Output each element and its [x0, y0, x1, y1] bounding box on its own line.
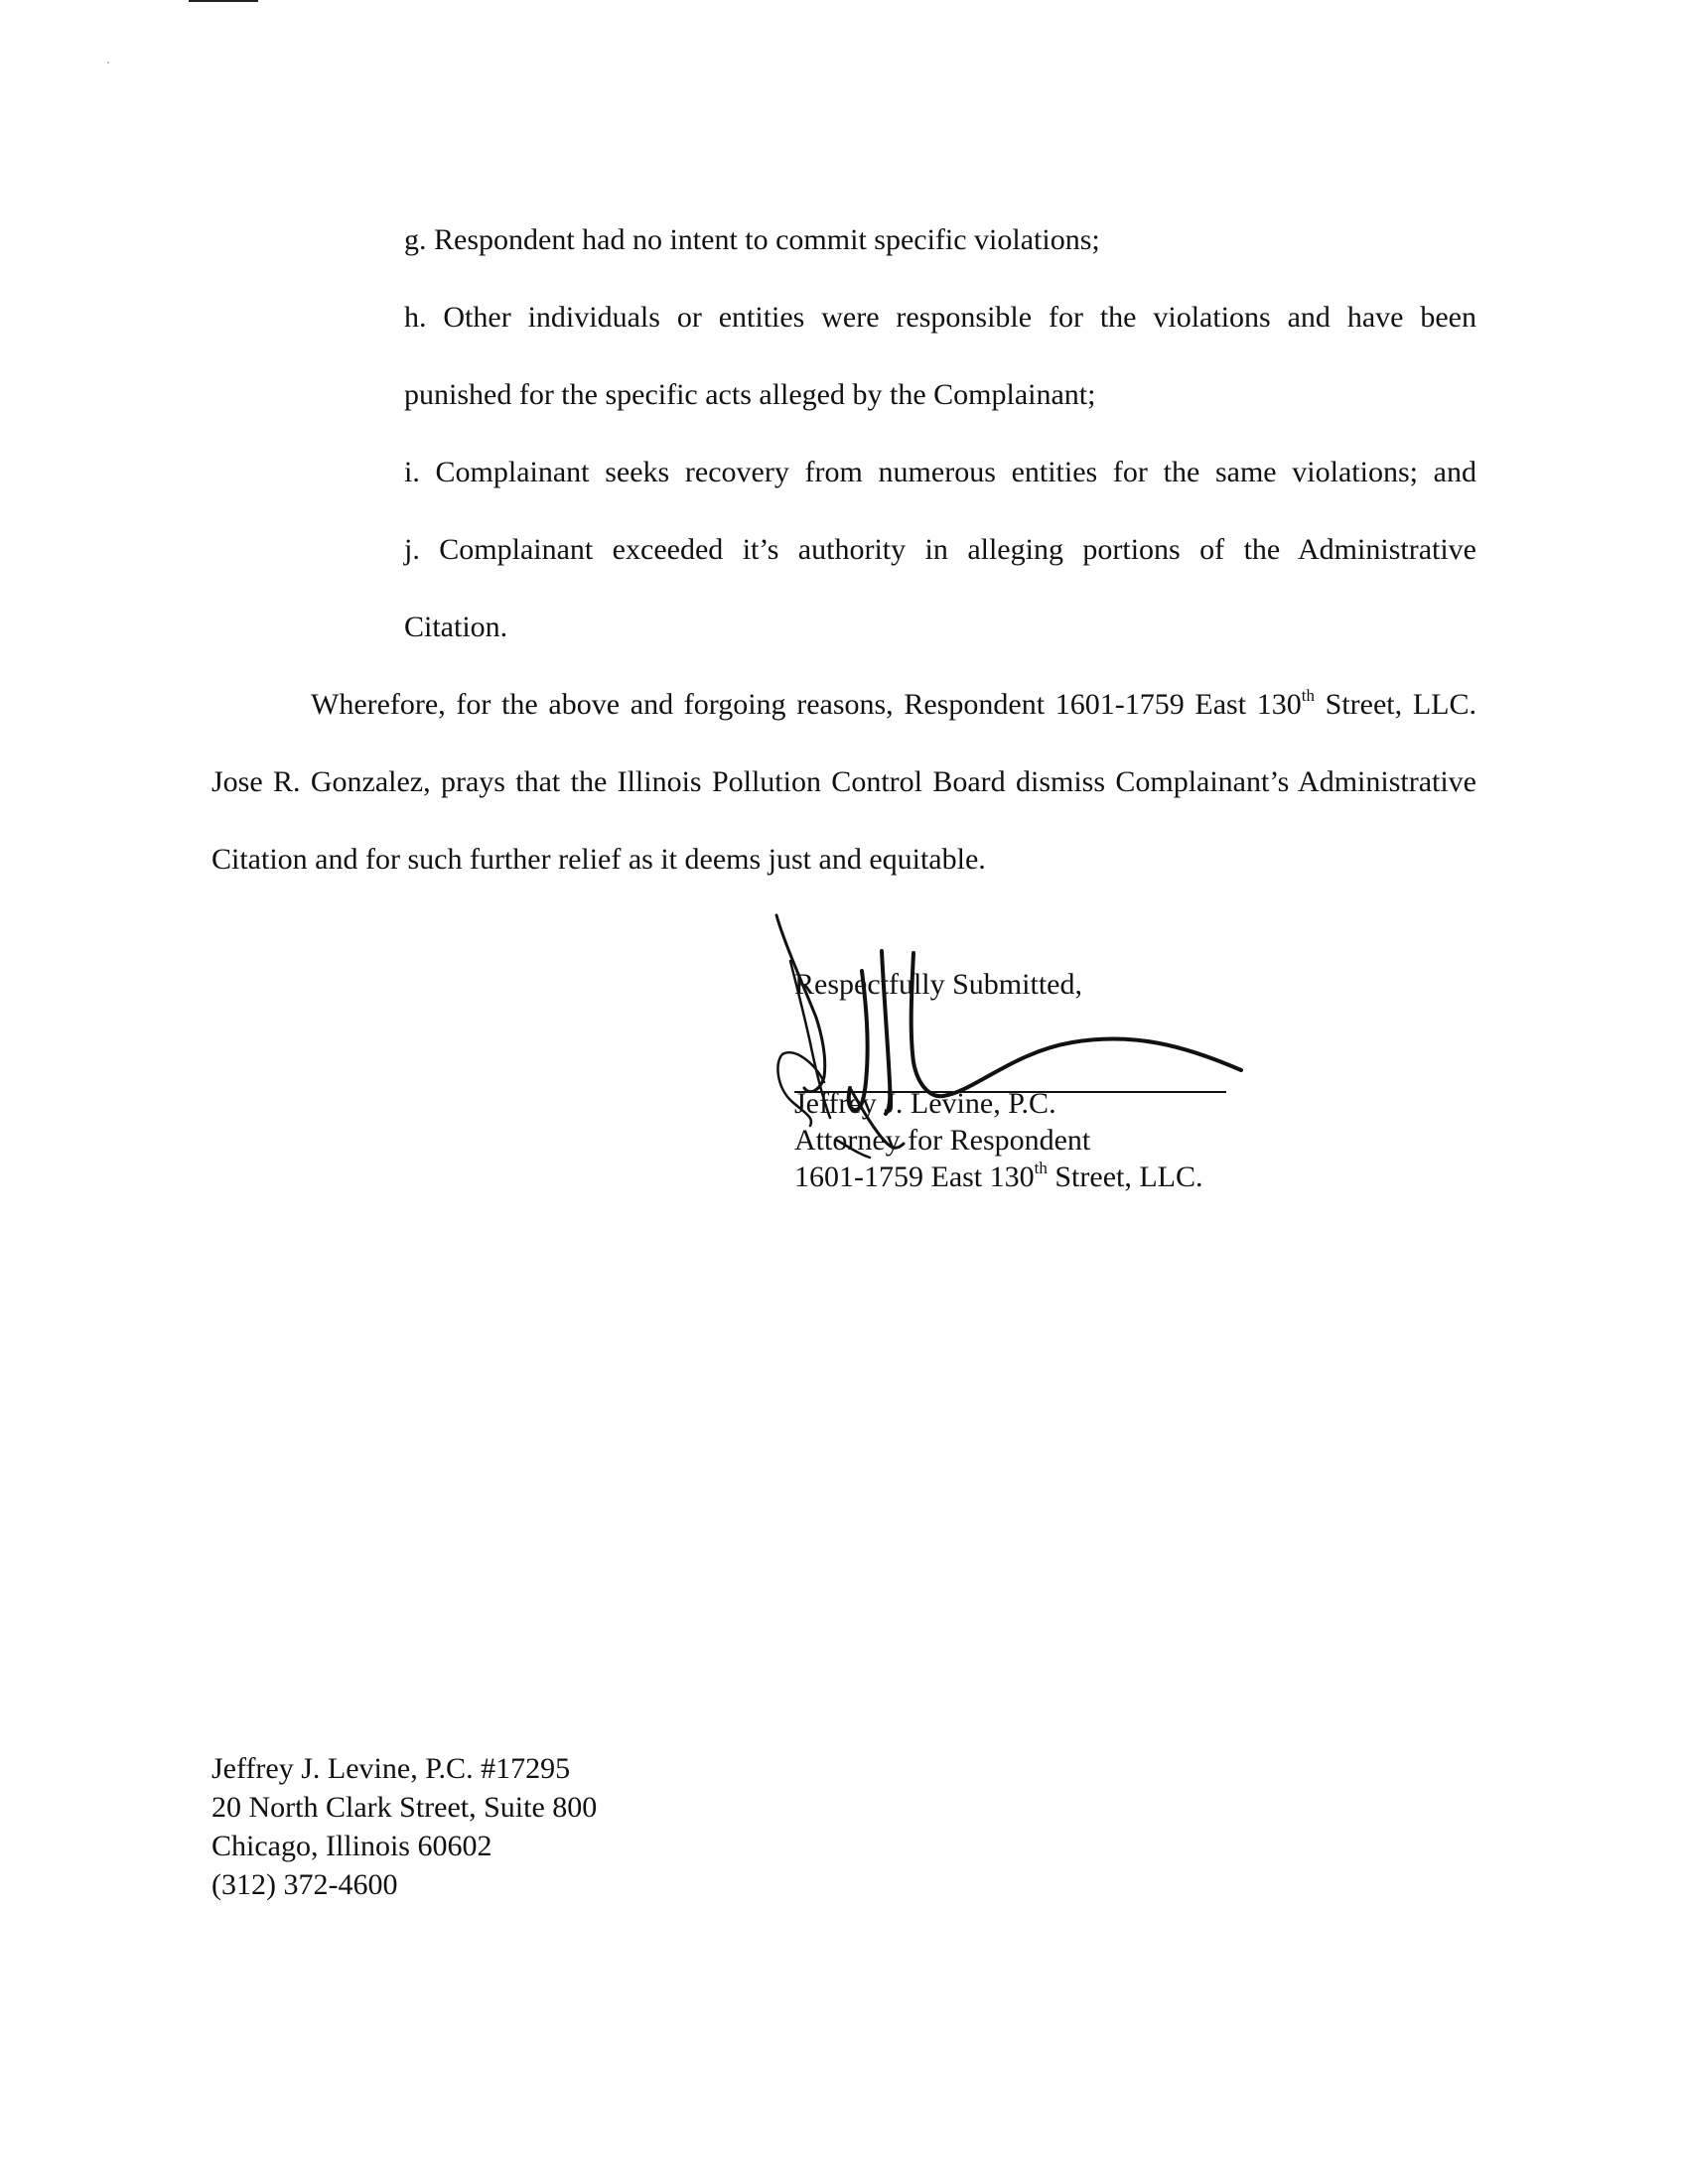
list-item-g: g. Respondent had no intent to commit specific violations; [404, 223, 1100, 256]
city-line: Chicago, Illinois 60602 [211, 1830, 492, 1862]
signature-stroke-7 [850, 1088, 904, 1148]
conclusion-text-1: Wherefore, for the above and forgoing reasons, Respondent 1601-1759 East 130 [311, 688, 1302, 721]
list-item-i: i. Complainant seeks recovery from numerous entities for the same violations; and [404, 456, 1476, 488]
signer-name: Jeffrey J. Levine, P.C. [794, 1087, 1056, 1120]
signature-stroke-2 [790, 961, 830, 1118]
signature-stroke-8 [836, 1140, 870, 1158]
conclusion-text-2: Street, LLC. Jose R. Gonzalez, prays that the Illinois Pollution Control Board dismiss Complainant’s Administrative Citation and for such further relief as it deems just and equitable. [211, 688, 1476, 876]
signature-stroke-5 [912, 953, 1241, 1096]
handwritten-signature [755, 913, 1271, 1231]
conclusion-ordinal: th [1301, 686, 1315, 705]
list-item-h-continued: punished for the specific acts alleged by the Complainant; [404, 378, 1096, 411]
closing-text: Respectfully Submitted, [794, 968, 1082, 1001]
scan-artifact-dot [107, 62, 109, 64]
defense-list [404, 202, 1476, 666]
street-line: 20 North Clark Street, Suite 800 [211, 1791, 598, 1824]
signer-entity-ordinal: th [1034, 1159, 1048, 1177]
signer-role: Attorney for Respondent [794, 1124, 1091, 1157]
list-item-j-continued: Citation. [404, 611, 508, 643]
scan-artifact-line [189, 0, 258, 2]
address-block [211, 1749, 597, 1904]
phone-line: (312) 372-4600 [211, 1868, 398, 1901]
firm-name-line: Jeffrey J. Levine, P.C. #17295 [211, 1752, 571, 1785]
signature-stroke-4 [882, 951, 890, 1114]
signer-entity-text-1: 1601-1759 East 130 [794, 1160, 1035, 1193]
signer-entity-text-2: Street, LLC. [1047, 1160, 1203, 1193]
list-item-h: h. Other individuals or entities were responsible for the violations and have been [404, 301, 1476, 334]
conclusion-paragraph [211, 666, 1476, 898]
list-item-j: j. Complainant exceeded it’s authority in alleging portions of the Administrative [404, 533, 1476, 566]
